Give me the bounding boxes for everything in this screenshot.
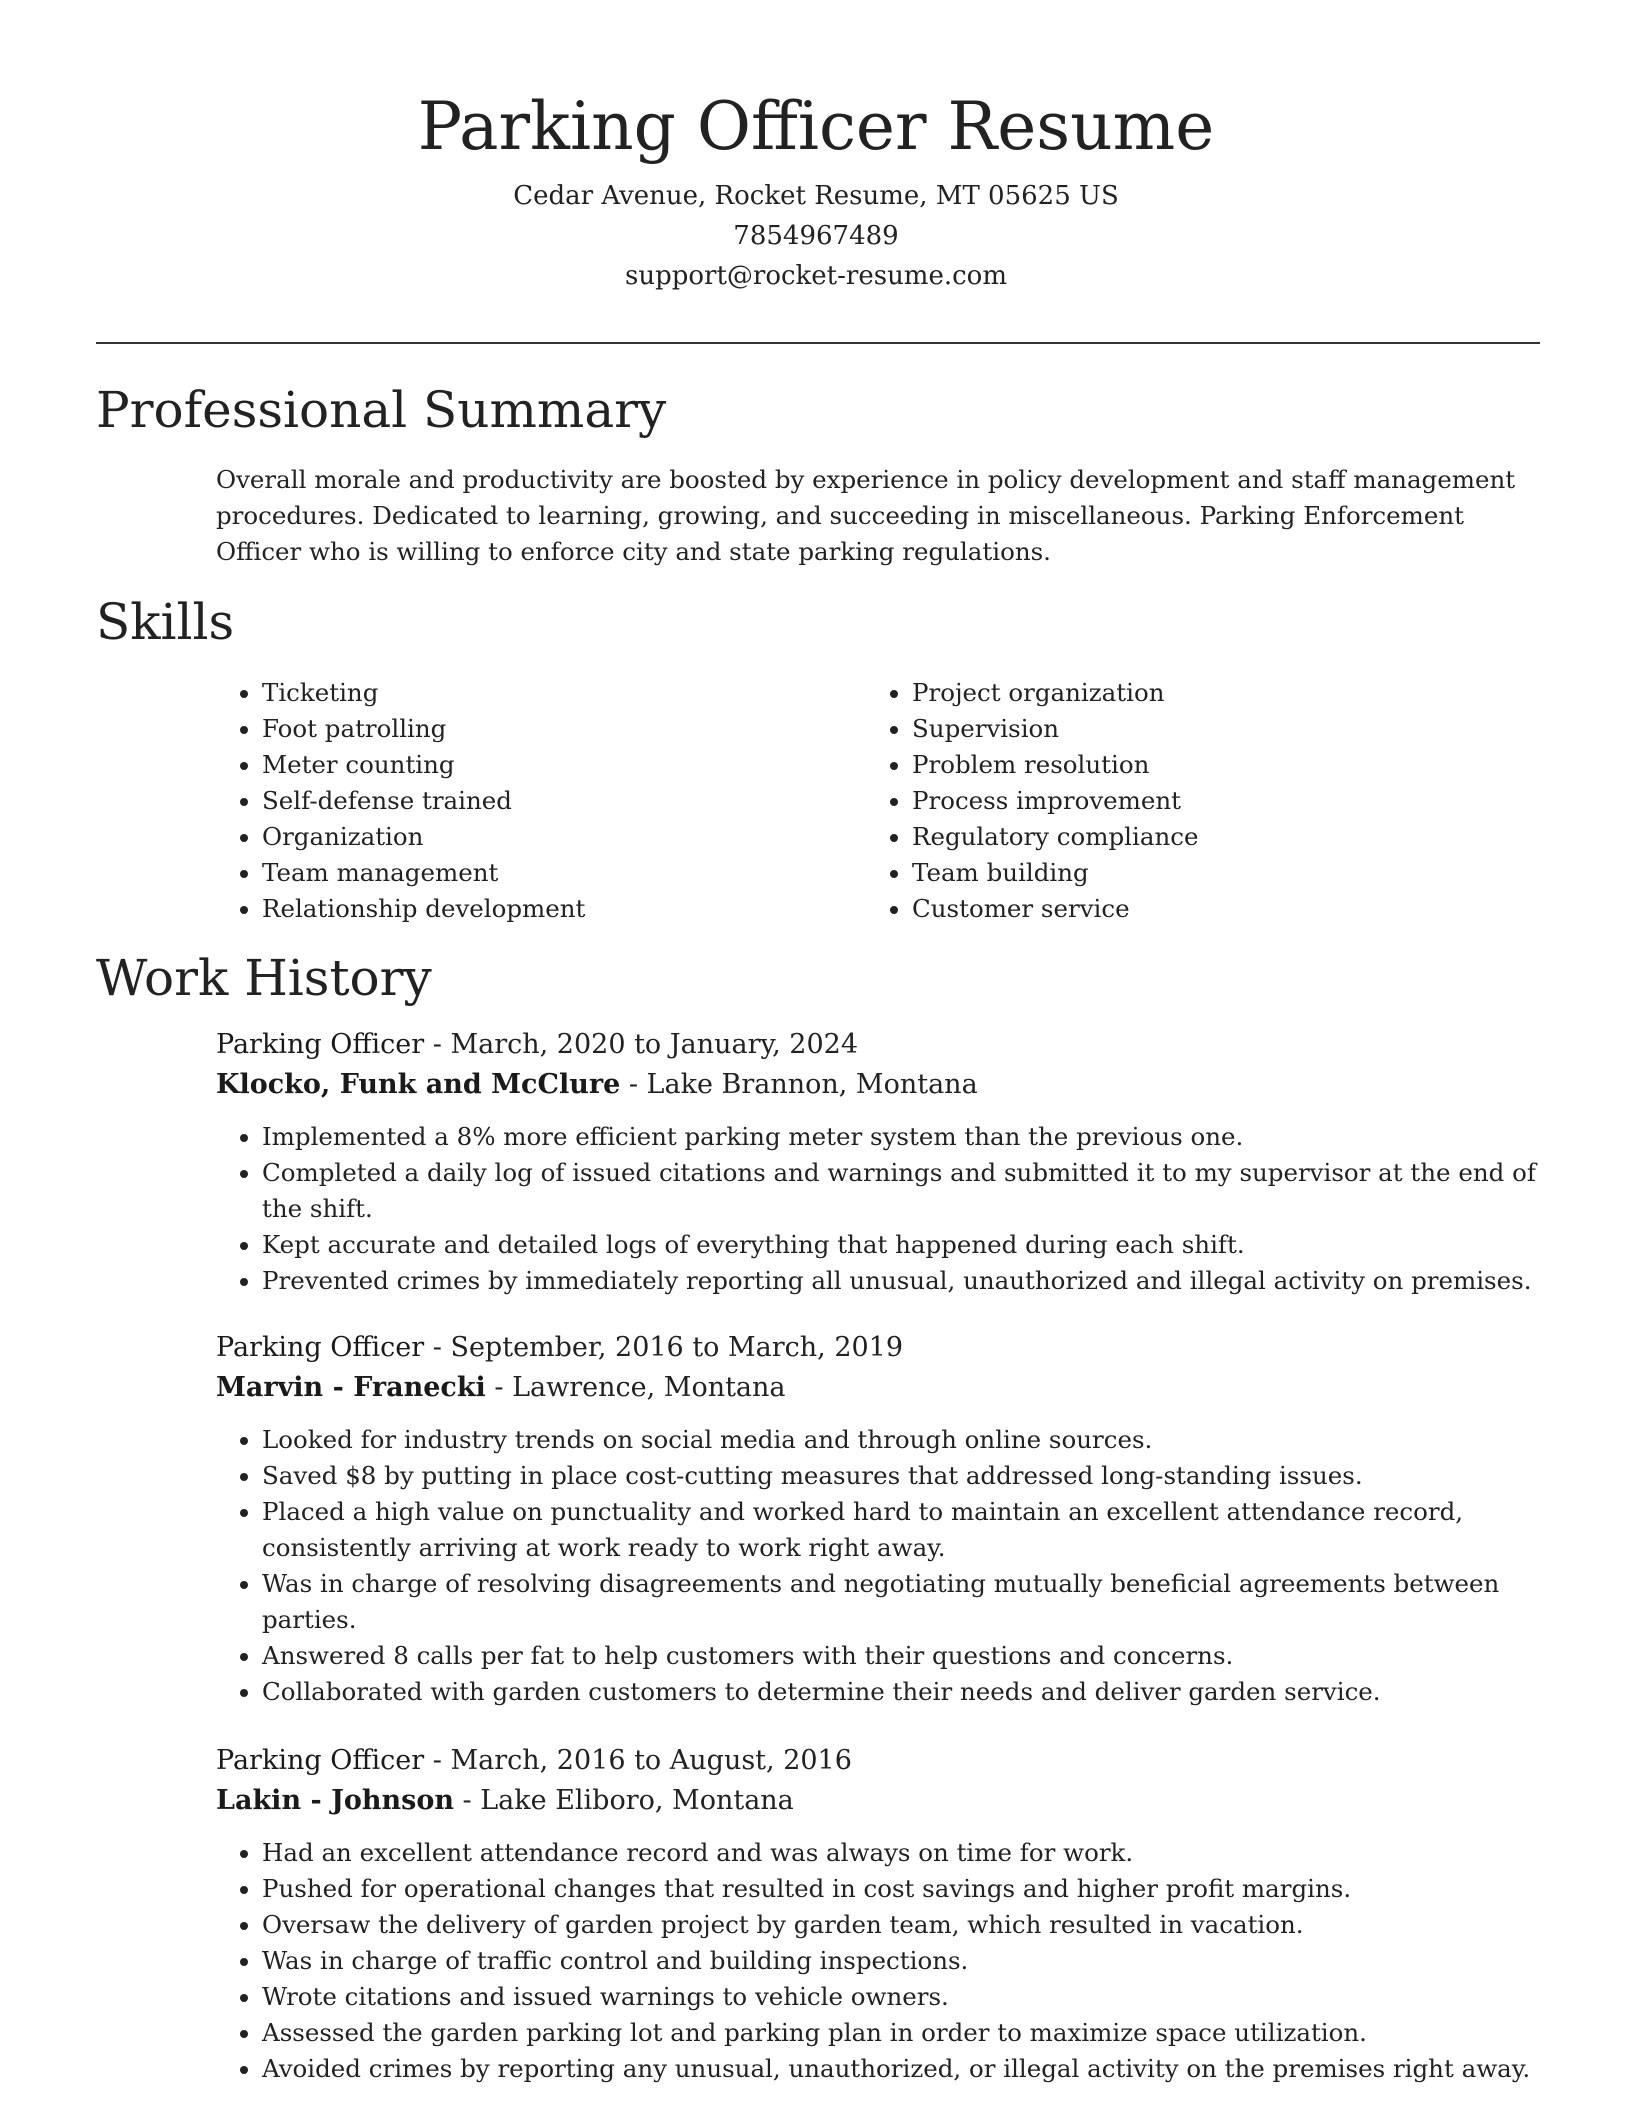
job-bullet: • Prevented crimes by immediately reporting all unusual, unauthorized and illegal activity on premises. [262,1263,1536,1299]
skill-item: • Team management [262,855,866,891]
job-location: - Lake Brannon, Montana [620,1069,978,1100]
job-title: Parking Officer [216,1745,425,1776]
resume-header [0,88,1632,296]
job-bullet: • Completed a daily log of issued citations and warnings and submitted it to my supervisor at the end of the shift. [262,1155,1536,1227]
skills-list [216,675,1516,927]
skill-item: • Meter counting [262,747,866,783]
job-title-line [216,1741,1536,1781]
section-heading-skills: Skills [96,593,235,651]
job-company: Lakin - Johnson [216,1785,454,1816]
skill-item: • Regulatory compliance [912,819,1516,855]
summary-text: Overall morale and productivity are boosted by experience in policy development and staff management procedures. Dedicated to learning, growing, and succeeding in miscellaneous. Parking Enforcement Officer who is willing to enforce city and state parking regulations. [216,465,1516,566]
skill-item: • Relationship development [262,891,866,927]
section-heading-summary: Professional Summary [96,381,667,439]
header-divider [96,342,1540,344]
skill-item: • Ticketing [262,675,866,711]
job-bullet: • Answered 8 calls per fat to help customers with their questions and concerns. [262,1638,1536,1674]
job-bullet: • Assessed the garden parking lot and parking plan in order to maximize space utilization. [262,2015,1536,2051]
skill-item: • Team building [912,855,1516,891]
skills-column-left [216,675,866,927]
job-bullets [216,1422,1536,1710]
job-bullets [216,1119,1536,1299]
job-company-line [216,1065,1536,1105]
job-location: - Lake Eliboro, Montana [453,1785,794,1816]
job-bullet: • Saved $8 by putting in place cost-cutting measures that addressed long-standing issues. [262,1458,1536,1494]
job-bullet: • Kept accurate and detailed logs of everything that happened during each shift. [262,1227,1536,1263]
job-title: Parking Officer [216,1332,425,1363]
skill-item: • Supervision [912,711,1516,747]
skill-item: • Project organization [912,675,1516,711]
skill-item: • Problem resolution [912,747,1516,783]
job-company-line [216,1781,1536,1821]
job-bullet: • Had an excellent attendance record and was always on time for work. [262,1835,1536,1871]
job-bullets [216,1835,1536,2087]
job-company: Klocko, Funk and McClure [216,1069,621,1100]
job-bullet: • Wrote citations and issued warnings to vehicle owners. [262,1979,1536,2015]
contact-block [0,176,1632,296]
skill-item: • Customer service [912,891,1516,927]
job-title-line [216,1025,1536,1065]
skill-item: • Organization [262,819,866,855]
skill-item: • Process improvement [912,783,1516,819]
job-dates: - March, 2016 to August, 2016 [424,1745,852,1776]
job-bullet: • Was in charge of traffic control and building inspections. [262,1943,1536,1979]
job-location: - Lawrence, Montana [485,1372,786,1403]
job-bullet: • Oversaw the delivery of garden project by garden team, which resulted in vacation. [262,1907,1536,1943]
skills-column-right [866,675,1516,927]
contact-phone: 7854967489 [733,221,899,251]
job-bullet: • Placed a high value on punctuality and worked hard to maintain an excellent attendance record, consistently arriving at work ready to work right away. [262,1494,1536,1566]
job-bullet: • Was in charge of resolving disagreements and negotiating mutually beneficial agreements between parties. [262,1566,1536,1638]
contact-address: Cedar Avenue, Rocket Resume, MT 05625 US [513,181,1119,211]
job-bullet: • Collaborated with garden customers to determine their needs and deliver garden service. [262,1674,1536,1710]
job-bullet: • Pushed for operational changes that resulted in cost savings and higher profit margins. [262,1871,1536,1907]
job-bullet: • Looked for industry trends on social media and through online sources. [262,1422,1536,1458]
job-bullet: • Avoided crimes by reporting any unusual, unauthorized, or illegal activity on the premises right away. [262,2051,1536,2087]
job-entry-3 [216,1741,1536,2087]
job-company: Marvin - Franecki [216,1372,486,1403]
resume-title: Parking Officer Resume [417,88,1215,165]
job-dates: - March, 2020 to January, 2024 [424,1029,859,1060]
job-dates: - September, 2016 to March, 2019 [424,1332,904,1363]
job-title-line [216,1328,1536,1368]
job-entry-1 [216,1025,1536,1299]
contact-email: support@rocket-resume.com [624,261,1007,291]
skill-item: • Self-defense trained [262,783,866,819]
skill-item: • Foot patrolling [262,711,866,747]
job-title: Parking Officer [216,1029,425,1060]
job-bullet: • Implemented a 8% more efficient parking meter system than the previous one. [262,1119,1536,1155]
section-heading-work-history: Work History [96,949,432,1007]
job-company-line [216,1368,1536,1408]
job-entry-2 [216,1328,1536,1710]
